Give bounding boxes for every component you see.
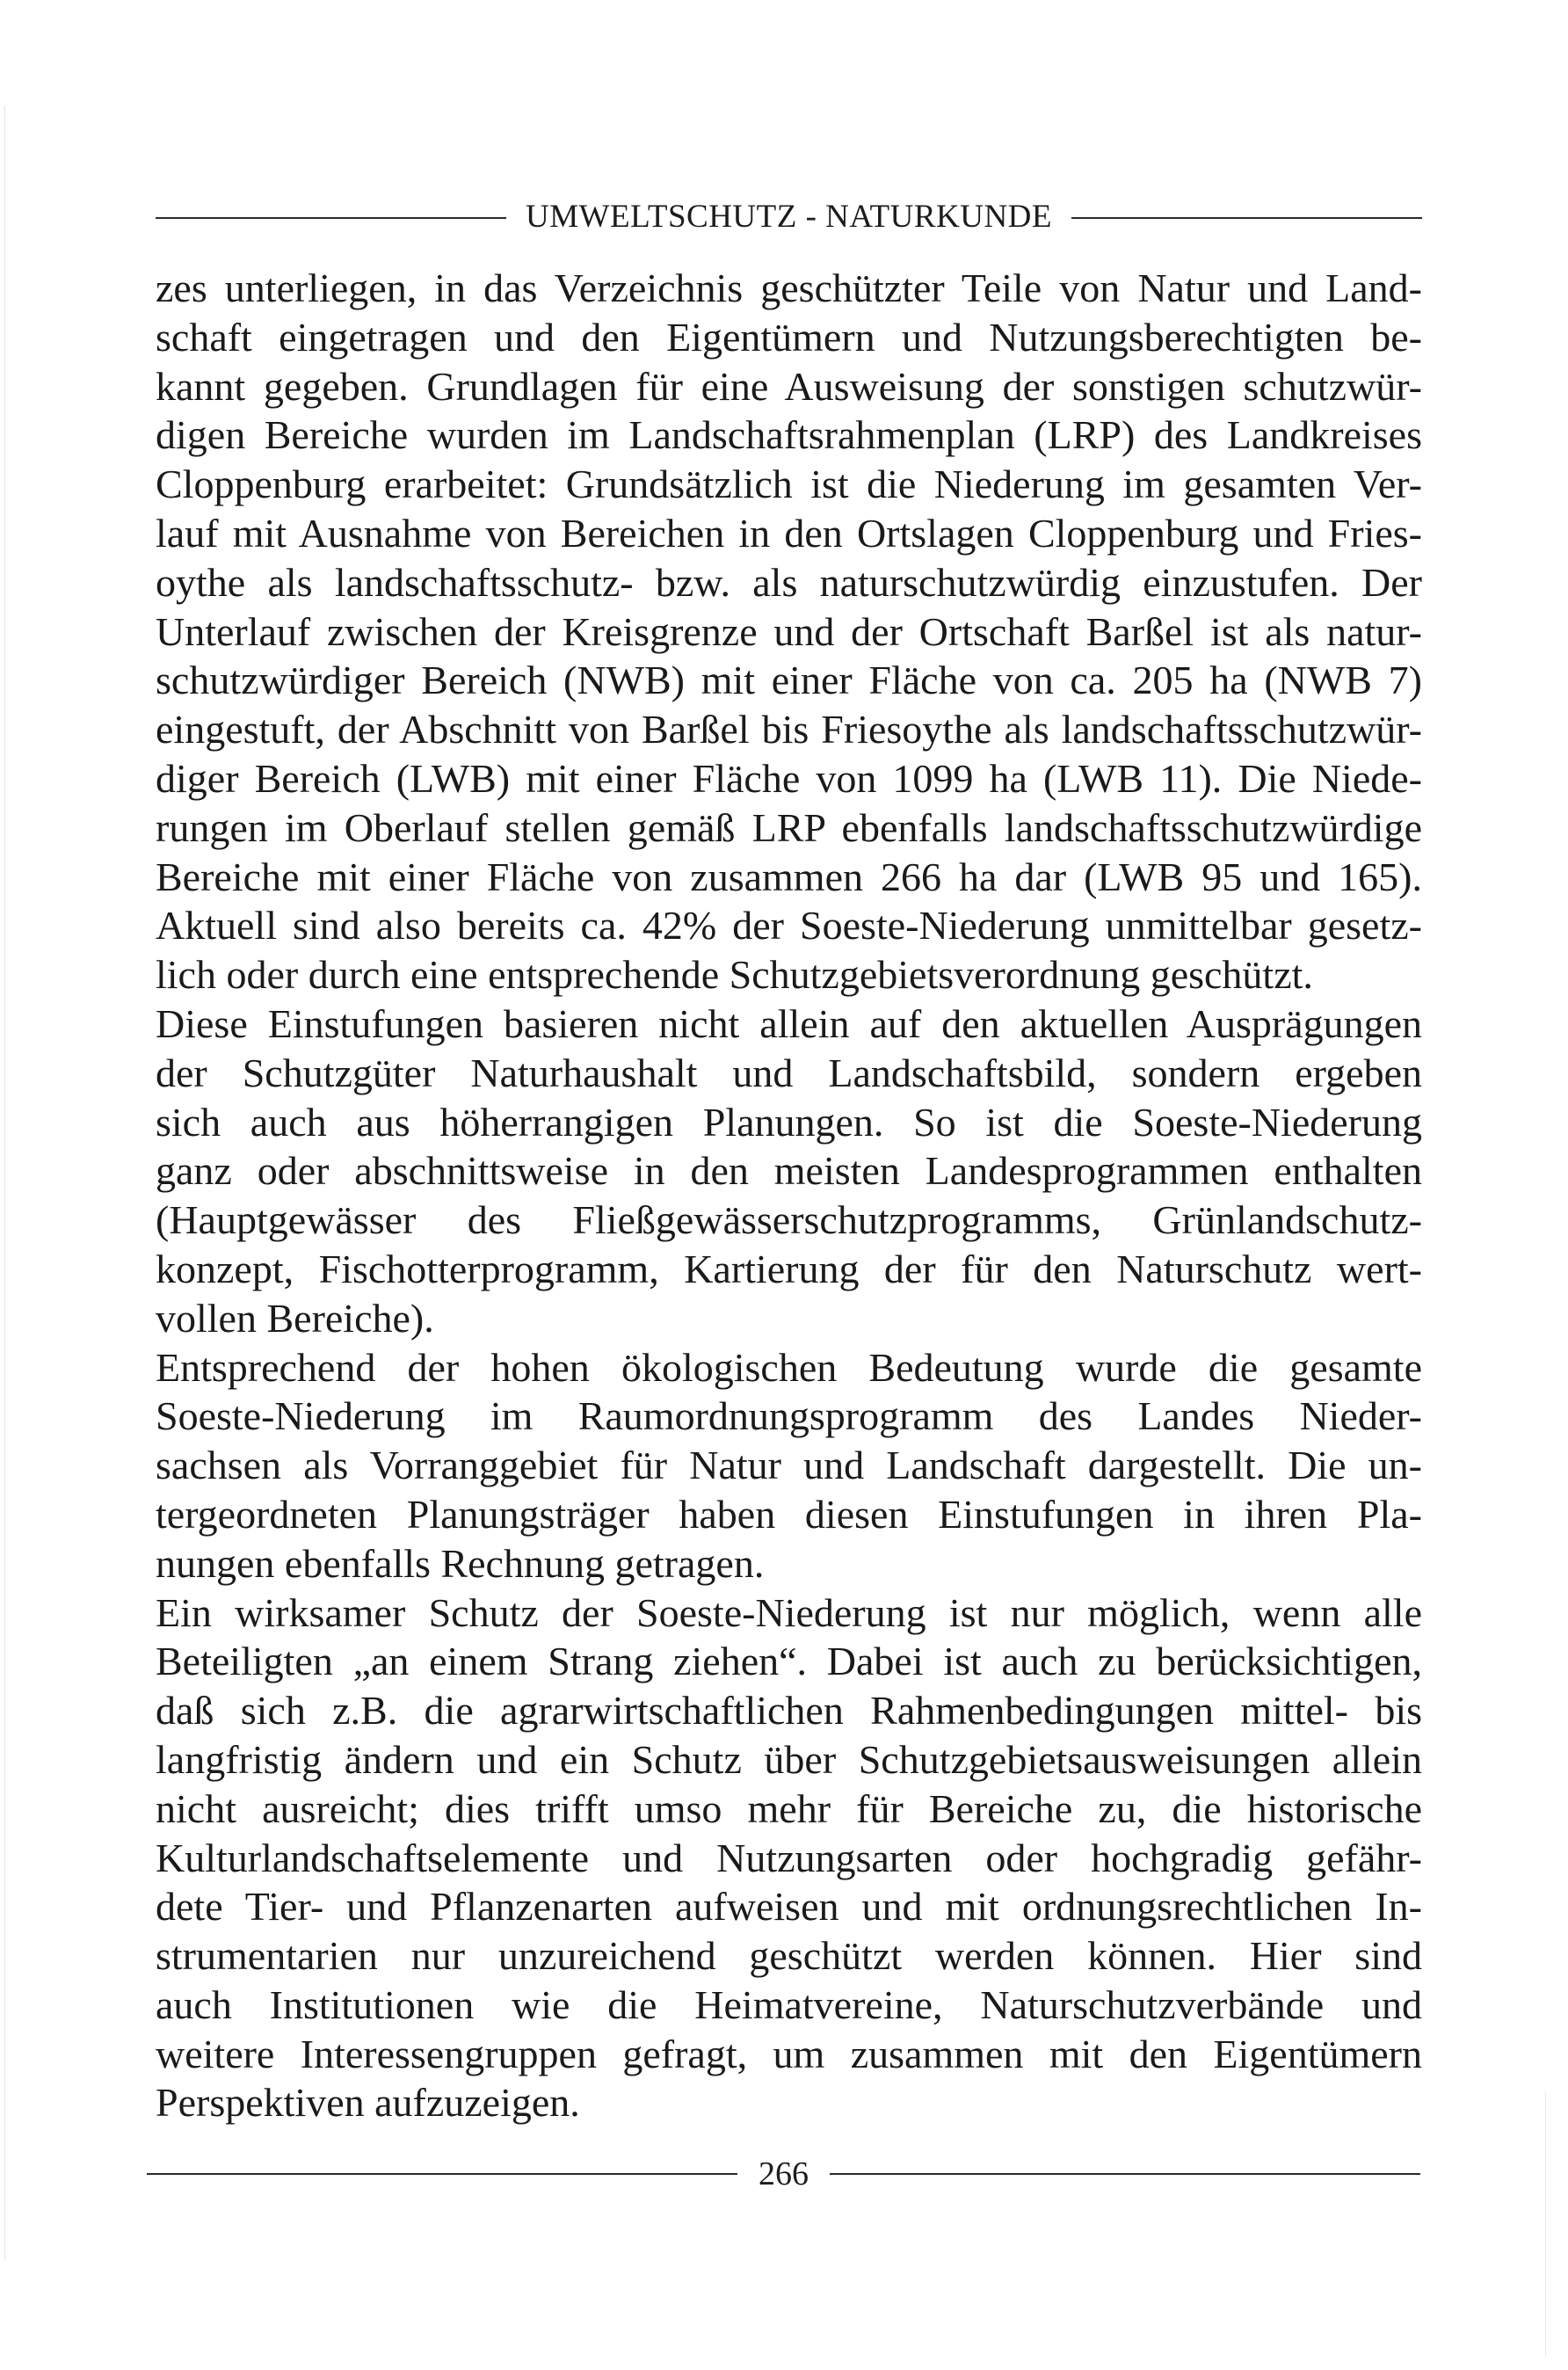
text-line: digen Bereiche wurden im Landschaftsrahmenplan (LRP) des Landkreises	[156, 412, 1422, 458]
body-text	[156, 264, 1422, 2127]
text-line: Soeste-Niederung im Raumordnungsprogramm des Landes Nieder-	[156, 1393, 1422, 1439]
text-line: diger Bereich (LWB) mit einer Fläche von 1099 ha (LWB 11). Die Niede-	[156, 755, 1422, 801]
text-line: (Hauptgewässer des Fließgewässerschutzprogramms, Grünlandschutz-	[156, 1197, 1422, 1243]
text-line-paragraph-end: nungen ebenfalls Rechnung getragen.	[156, 1540, 765, 1586]
running-head-rule-right	[1071, 217, 1422, 219]
text-line: langfristig ändern und ein Schutz über Schutzgebietsausweisungen allein	[156, 1736, 1422, 1782]
text-line: schutzwürdiger Bereich (NWB) mit einer Fläche von ca. 205 ha (NWB 7)	[156, 658, 1422, 703]
text-line: oythe als landschaftsschutz- bzw. als naturschutzwürdig einzustufen. Der	[156, 559, 1422, 605]
page-number: 266	[759, 2156, 809, 2192]
text-line: schaft eingetragen und den Eigentümern und Nutzungsberechtigten be-	[156, 314, 1422, 360]
text-line: Beteiligten „an einem Strang ziehen“. Dabei ist auch zu berücksichtigen,	[156, 1639, 1422, 1684]
text-line: rungen im Oberlauf stellen gemäß LRP ebenfalls landschaftsschutzwürdige	[156, 804, 1422, 850]
text-line: dete Tier- und Pflanzenarten aufweisen und mit ordnungsrechtlichen In-	[156, 1884, 1422, 1930]
text-line: Bereiche mit einer Fläche von zusammen 266 ha dar (LWB 95 und 165).	[156, 854, 1422, 899]
text-line: sachsen als Vorranggebiet für Natur und Landschaft dargestellt. Die un-	[156, 1443, 1422, 1488]
text-line: der Schutzgüter Naturhaushalt und Landschaftsbild, sondern ergeben	[156, 1050, 1422, 1095]
text-line: Unterlauf zwischen der Kreisgrenze und der Ortschaft Barßel ist als natur-	[156, 608, 1422, 654]
scan-edge-right	[1545, 2092, 1546, 2356]
scan-edge-left	[4, 105, 5, 2259]
text-line: sich auch aus höherrangigen Planungen. So ist die Soeste-Niederung	[156, 1099, 1422, 1145]
running-head	[156, 195, 1422, 237]
text-line: weitere Interessengruppen gefragt, um zusammen mit den Eigentümern	[156, 2031, 1422, 2076]
text-line: daß sich z.B. die agrarwirtschaftlichen Rahmenbedingungen mittel- bis	[156, 1688, 1422, 1734]
footer-rule-left	[147, 2173, 737, 2175]
text-line: ganz oder abschnittsweise in den meisten Landesprogrammen enthalten	[156, 1148, 1422, 1194]
text-line: tergeordneten Planungsträger haben diesen Einstufungen in ihren Pla-	[156, 1491, 1422, 1537]
page-footer	[147, 2152, 1420, 2196]
running-head-title: UMWELTSCHUTZ - NATURKUNDE	[526, 198, 1052, 235]
text-line: auch Institutionen wie die Heimatvereine, Naturschutzverbände und	[156, 1981, 1422, 2027]
text-line: Diese Einstufungen basieren nicht allein auf den aktuellen Ausprägungen	[156, 1000, 1422, 1046]
text-line: zes unterliegen, in das Verzeichnis geschützter Teile von Natur und Land-	[156, 265, 1422, 310]
text-line-paragraph-end: lich oder durch eine entsprechende Schutzgebietsverordnung geschützt.	[156, 952, 1313, 998]
text-line: konzept, Fischotterprogramm, Kartierung der für den Naturschutz wert-	[156, 1246, 1422, 1291]
text-line: strumentarien nur unzureichend geschützt werden können. Hier sind	[156, 1933, 1422, 1979]
text-line-paragraph-end: Perspektiven aufzuzeigen.	[156, 2080, 580, 2126]
text-line: kannt gegeben. Grundlagen für eine Ausweisung der sonstigen schutzwür-	[156, 363, 1422, 409]
text-line: Aktuell sind also bereits ca. 42% der Soeste-Niederung unmittelbar gesetz-	[156, 903, 1422, 949]
text-line: Entsprechend der hohen ökologischen Bedeutung wurde die gesamte	[156, 1344, 1422, 1390]
text-line: Kulturlandschaftselemente und Nutzungsarten oder hochgradig gefähr-	[156, 1835, 1422, 1880]
footer-rule-right	[830, 2173, 1420, 2175]
text-line: Cloppenburg erarbeitet: Grundsätzlich ist die Niederung im gesamten Ver-	[156, 462, 1422, 507]
text-line: nicht ausreicht; dies trifft umso mehr für Bereiche zu, die historische	[156, 1785, 1422, 1831]
text-line: lauf mit Ausnahme von Bereichen in den Ortslagen Cloppenburg und Fries-	[156, 510, 1422, 556]
text-line: Ein wirksamer Schutz der Soeste-Niederung ist nur möglich, wenn alle	[156, 1589, 1422, 1635]
running-head-rule-left	[156, 217, 506, 219]
text-line-paragraph-end: vollen Bereiche).	[156, 1295, 434, 1341]
text-line: eingestuft, der Abschnitt von Barßel bis Friesoythe als landschaftsschutzwür-	[156, 707, 1422, 752]
